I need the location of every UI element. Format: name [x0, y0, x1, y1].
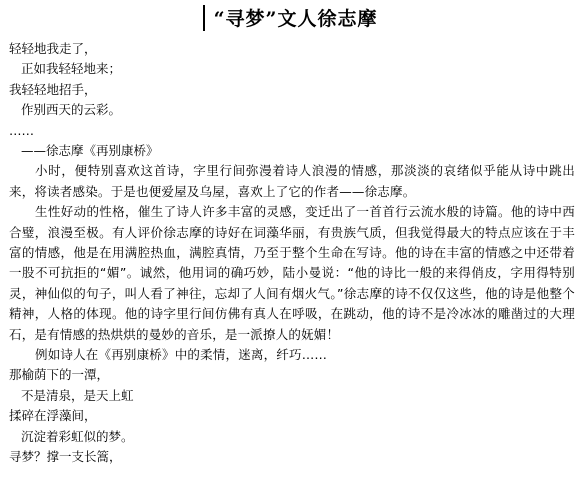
paragraph: 例如诗人在《再别康桥》中的柔情，迷离，纤巧……: [35, 347, 328, 362]
poem-ellipsis: ……: [9, 122, 34, 138]
paragraph: 小时，便特别喜欢这首诗，字里行间弥漫着诗人浪漫的情感，那淡淡的哀绪似乎能从诗中跳出来，将读者感染。于是也便爱屋及乌屋，喜欢上了它的作者——徐志摩。: [9, 163, 575, 199]
poem-line: 沉淀着彩虹似的梦。: [21, 428, 134, 444]
article-body: [9, 39, 575, 467]
poem-line: 揉碎在浮藻间，: [9, 408, 97, 424]
poem-line: 作别西天的云彩。: [21, 102, 122, 118]
poem-line: 轻轻地我走了，: [9, 41, 97, 56]
poem-line: 正如我轻轻地来；: [21, 61, 122, 77]
title-area: [0, 4, 580, 31]
poem-line: 那榆荫下的一潭，: [9, 367, 110, 383]
title-divider: [203, 5, 205, 31]
poem-attribution: ——徐志摩《再别康桥》: [21, 142, 159, 158]
poem-line: 我轻轻地招手，: [9, 81, 97, 97]
poem-line: 寻梦？撑一支长篙，: [9, 448, 122, 464]
poem-line: 不是清泉，是天上虹: [21, 387, 134, 403]
paragraph: 生性好动的性格，催生了诗人许多丰富的灵感，变迁出了一首首行云流水般的诗篇。他的诗中西合璧，浪漫至极。有人评价徐志摩的诗好在词藻华丽，有贵族气质，但我觉得最大的特点应该在于丰富的情感，他是在用满腔热血，满腔真情，乃至于整个生命在写诗。他的诗在丰富的情感之中还带着一股不可抗拒的“媚”。诚然，他用词的确巧妙，陆小曼说：“他的诗比一般的来得俏皮，字用得特别灵，神仙似的句子，叫人看了神往，忘却了人间有烟火气。”徐志摩的诗不仅仅这些，他的诗是他整个精神，人格的体现。他的诗字里行间仿佛有真人在呼吸，在跳动，他的诗不是冷冰冰的雕凿过的大理石，是有情感的热烘烘的曼妙的音乐，是一派撩人的妩媚！: [9, 204, 575, 342]
page-title: “寻梦”文人徐志摩: [213, 8, 378, 30]
